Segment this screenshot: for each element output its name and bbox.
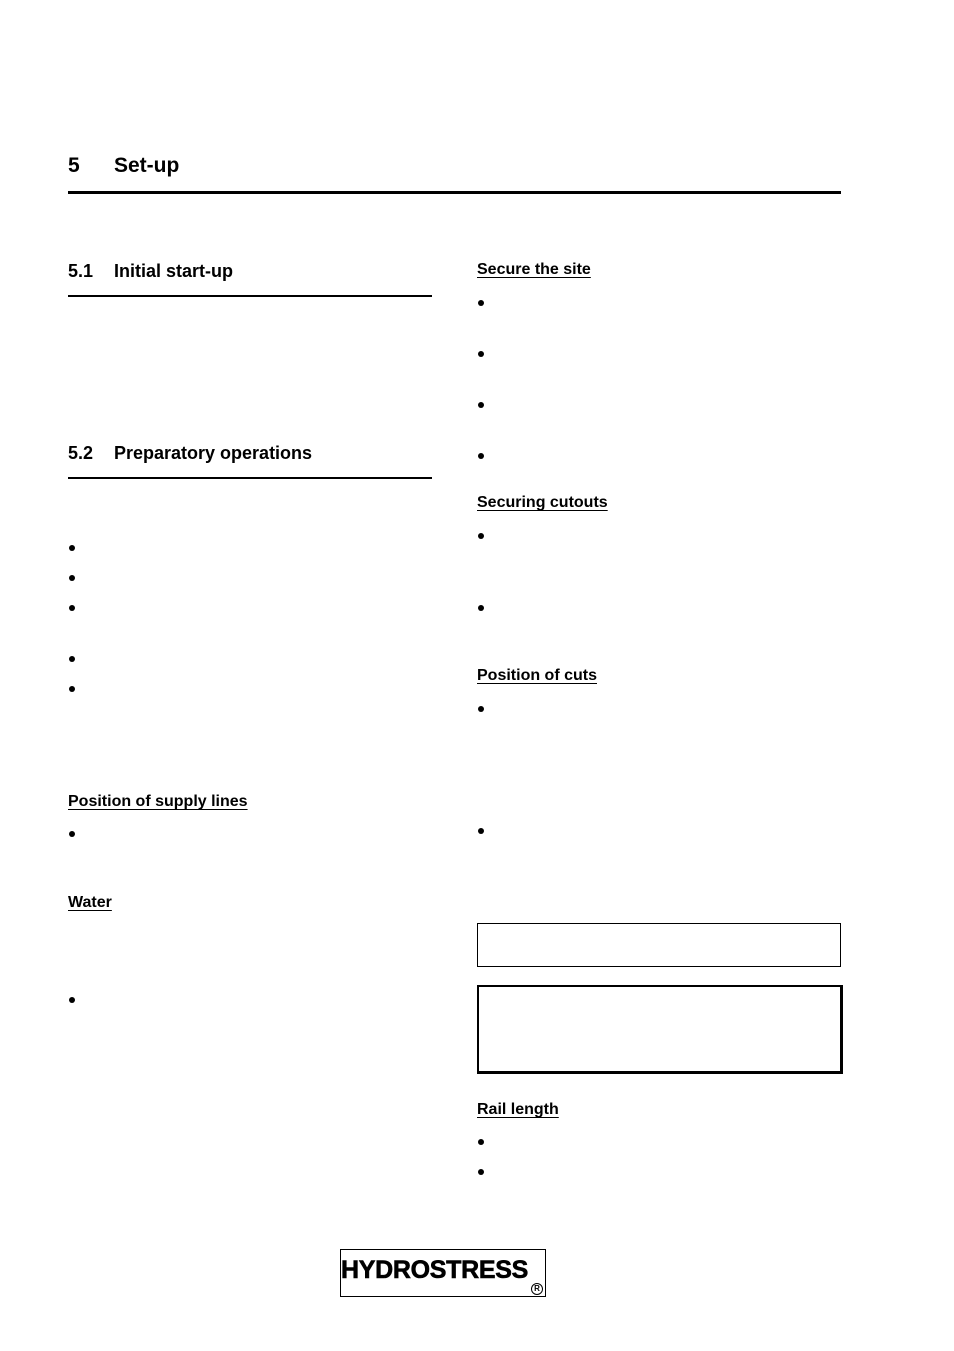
supply-lines-heading: Position of supply lines — [68, 793, 248, 810]
bullet — [478, 1169, 484, 1175]
bullet — [69, 656, 75, 662]
bullet — [478, 402, 484, 408]
bullet — [478, 828, 484, 834]
bullet — [478, 453, 484, 459]
bullet — [478, 533, 484, 539]
secure-site-heading: Secure the site — [477, 261, 591, 278]
bullet — [69, 686, 75, 692]
section-5-2-title: Preparatory operations — [114, 443, 313, 463]
section-5-2-number: 5.2 — [68, 443, 94, 463]
section-5-2-rule — [68, 477, 432, 479]
section-5-1-title: Initial start-up — [114, 261, 234, 281]
bullet — [478, 605, 484, 611]
bullet — [69, 545, 75, 551]
warning-box — [477, 985, 843, 1074]
bullet — [69, 997, 75, 1003]
bullet — [478, 706, 484, 712]
chapter-number: 5 — [68, 154, 80, 177]
bullet — [69, 605, 75, 611]
rail-length-heading: Rail length — [477, 1101, 559, 1118]
water-heading: Water — [68, 894, 112, 911]
section-5-1-rule — [68, 295, 432, 297]
bullet — [478, 1139, 484, 1145]
logo-wordmark: HYDROSTRESS — [341, 1256, 529, 1284]
chapter-rule — [68, 191, 841, 194]
section-5-1-number: 5.1 — [68, 261, 94, 281]
chapter-title: Set-up — [114, 154, 180, 177]
hydrostress-logo — [340, 1249, 546, 1297]
position-cuts-heading: Position of cuts — [477, 667, 597, 684]
bullet — [478, 351, 484, 357]
bullet — [69, 831, 75, 837]
securing-cutouts-heading: Securing cutouts — [477, 494, 608, 511]
bullet — [69, 575, 75, 581]
registered-mark-icon: R — [531, 1283, 543, 1295]
note-box — [477, 923, 841, 967]
bullet — [478, 300, 484, 306]
